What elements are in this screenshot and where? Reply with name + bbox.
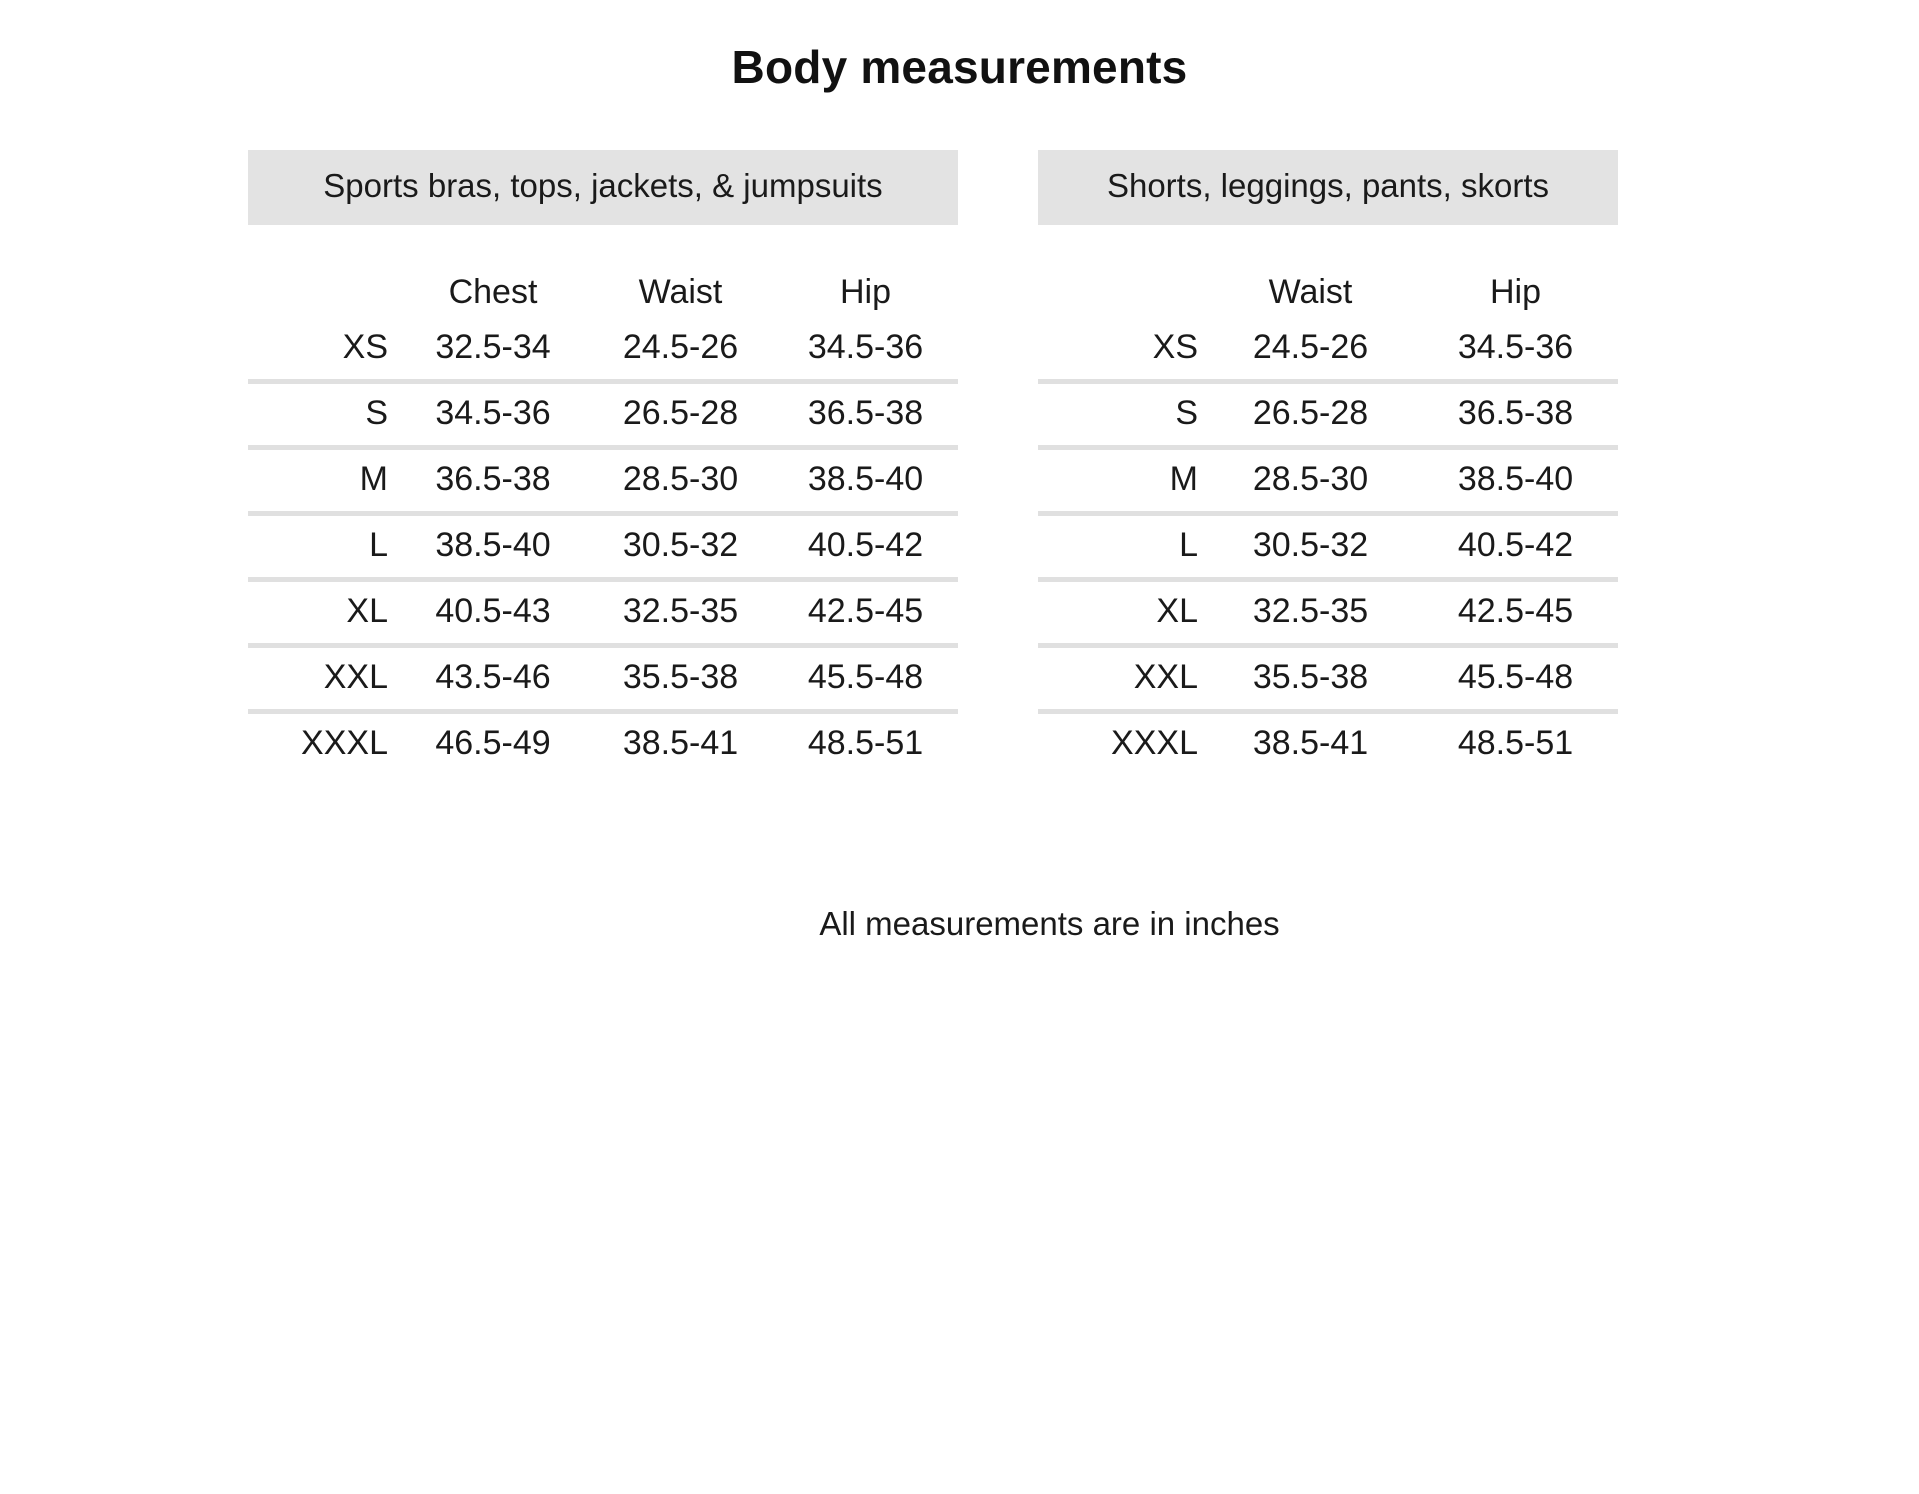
cell-chest: 32.5-34 xyxy=(435,328,551,366)
table-header-row xyxy=(1038,263,1618,318)
measurements-table-bottoms xyxy=(1038,263,1618,775)
table-row xyxy=(1038,382,1618,448)
cell-hip: 38.5-40 xyxy=(1413,448,1618,514)
cell-chest: 40.5-43 xyxy=(398,580,588,646)
cell-waist: 32.5-35 xyxy=(1208,580,1413,646)
cell-size: XS xyxy=(342,328,388,366)
cell-hip: 40.5-42 xyxy=(1413,514,1618,580)
column-header-waist: Waist xyxy=(1268,273,1353,311)
cell-size: S xyxy=(248,382,398,448)
cell-size: XL xyxy=(1038,580,1208,646)
table-row xyxy=(248,712,958,776)
cell-size: XXL xyxy=(1038,646,1208,712)
cell-hip: 40.5-42 xyxy=(773,514,958,580)
cell-hip: 34.5-36 xyxy=(807,328,924,366)
table-row xyxy=(248,580,958,646)
table-row xyxy=(1038,646,1618,712)
cell-size: XS xyxy=(1152,328,1198,366)
section-header-tops: Sports bras, tops, jackets, & jumpsuits xyxy=(248,150,958,225)
column-header-hip: Hip xyxy=(1489,273,1542,311)
cell-hip: 42.5-45 xyxy=(773,580,958,646)
cell-hip: 48.5-51 xyxy=(1413,712,1618,776)
cell-waist: 35.5-38 xyxy=(588,646,773,712)
cell-hip: 34.5-36 xyxy=(1457,328,1574,366)
column-header-size xyxy=(1038,263,1208,318)
cell-size: M xyxy=(1038,448,1208,514)
table-row xyxy=(1038,318,1618,382)
column-header-size xyxy=(248,263,398,318)
cell-size: XXXL xyxy=(248,712,398,776)
cell-hip: 45.5-48 xyxy=(773,646,958,712)
table-row xyxy=(1038,712,1618,776)
cell-size: S xyxy=(1038,382,1208,448)
cell-waist: 28.5-30 xyxy=(1208,448,1413,514)
column-header-waist: Waist xyxy=(638,273,723,311)
cell-size: XXL xyxy=(248,646,398,712)
cell-chest: 46.5-49 xyxy=(398,712,588,776)
measurement-units-note: All measurements are in inches xyxy=(819,905,1280,942)
measurements-table-tops xyxy=(248,263,958,775)
table-row xyxy=(248,646,958,712)
cell-waist: 24.5-26 xyxy=(1252,328,1369,366)
table-row xyxy=(1038,448,1618,514)
cell-size: L xyxy=(248,514,398,580)
cell-waist: 38.5-41 xyxy=(588,712,773,776)
cell-waist: 26.5-28 xyxy=(588,382,773,448)
page-title: Body measurements xyxy=(731,41,1188,93)
cell-waist: 30.5-32 xyxy=(588,514,773,580)
cell-hip: 38.5-40 xyxy=(773,448,958,514)
table-row xyxy=(248,382,958,448)
cell-size: M xyxy=(248,448,398,514)
table-row xyxy=(248,448,958,514)
table-block-bottoms xyxy=(1038,150,1618,775)
cell-size: XXXL xyxy=(1038,712,1208,776)
cell-waist: 32.5-35 xyxy=(588,580,773,646)
cell-hip: 45.5-48 xyxy=(1413,646,1618,712)
cell-waist: 28.5-30 xyxy=(588,448,773,514)
cell-hip: 36.5-38 xyxy=(773,382,958,448)
table-block-tops xyxy=(248,150,958,775)
cell-waist: 30.5-32 xyxy=(1208,514,1413,580)
tables-container xyxy=(0,150,1919,775)
section-header-bottoms: Shorts, leggings, pants, skorts xyxy=(1038,150,1618,225)
cell-size: L xyxy=(1038,514,1208,580)
cell-chest: 38.5-40 xyxy=(398,514,588,580)
cell-size: XL xyxy=(248,580,398,646)
cell-hip: 36.5-38 xyxy=(1413,382,1618,448)
table-header-row xyxy=(248,263,958,318)
cell-hip: 48.5-51 xyxy=(773,712,958,776)
cell-chest: 43.5-46 xyxy=(398,646,588,712)
table-row xyxy=(1038,514,1618,580)
table-row xyxy=(248,514,958,580)
table-row xyxy=(1038,580,1618,646)
table-row xyxy=(248,318,958,382)
cell-waist: 35.5-38 xyxy=(1208,646,1413,712)
column-header-hip: Hip xyxy=(839,273,892,311)
cell-chest: 36.5-38 xyxy=(398,448,588,514)
cell-waist: 24.5-26 xyxy=(622,328,739,366)
cell-waist: 38.5-41 xyxy=(1208,712,1413,776)
cell-hip: 42.5-45 xyxy=(1413,580,1618,646)
cell-waist: 26.5-28 xyxy=(1208,382,1413,448)
cell-chest: 34.5-36 xyxy=(398,382,588,448)
column-header-chest: Chest xyxy=(448,273,538,311)
